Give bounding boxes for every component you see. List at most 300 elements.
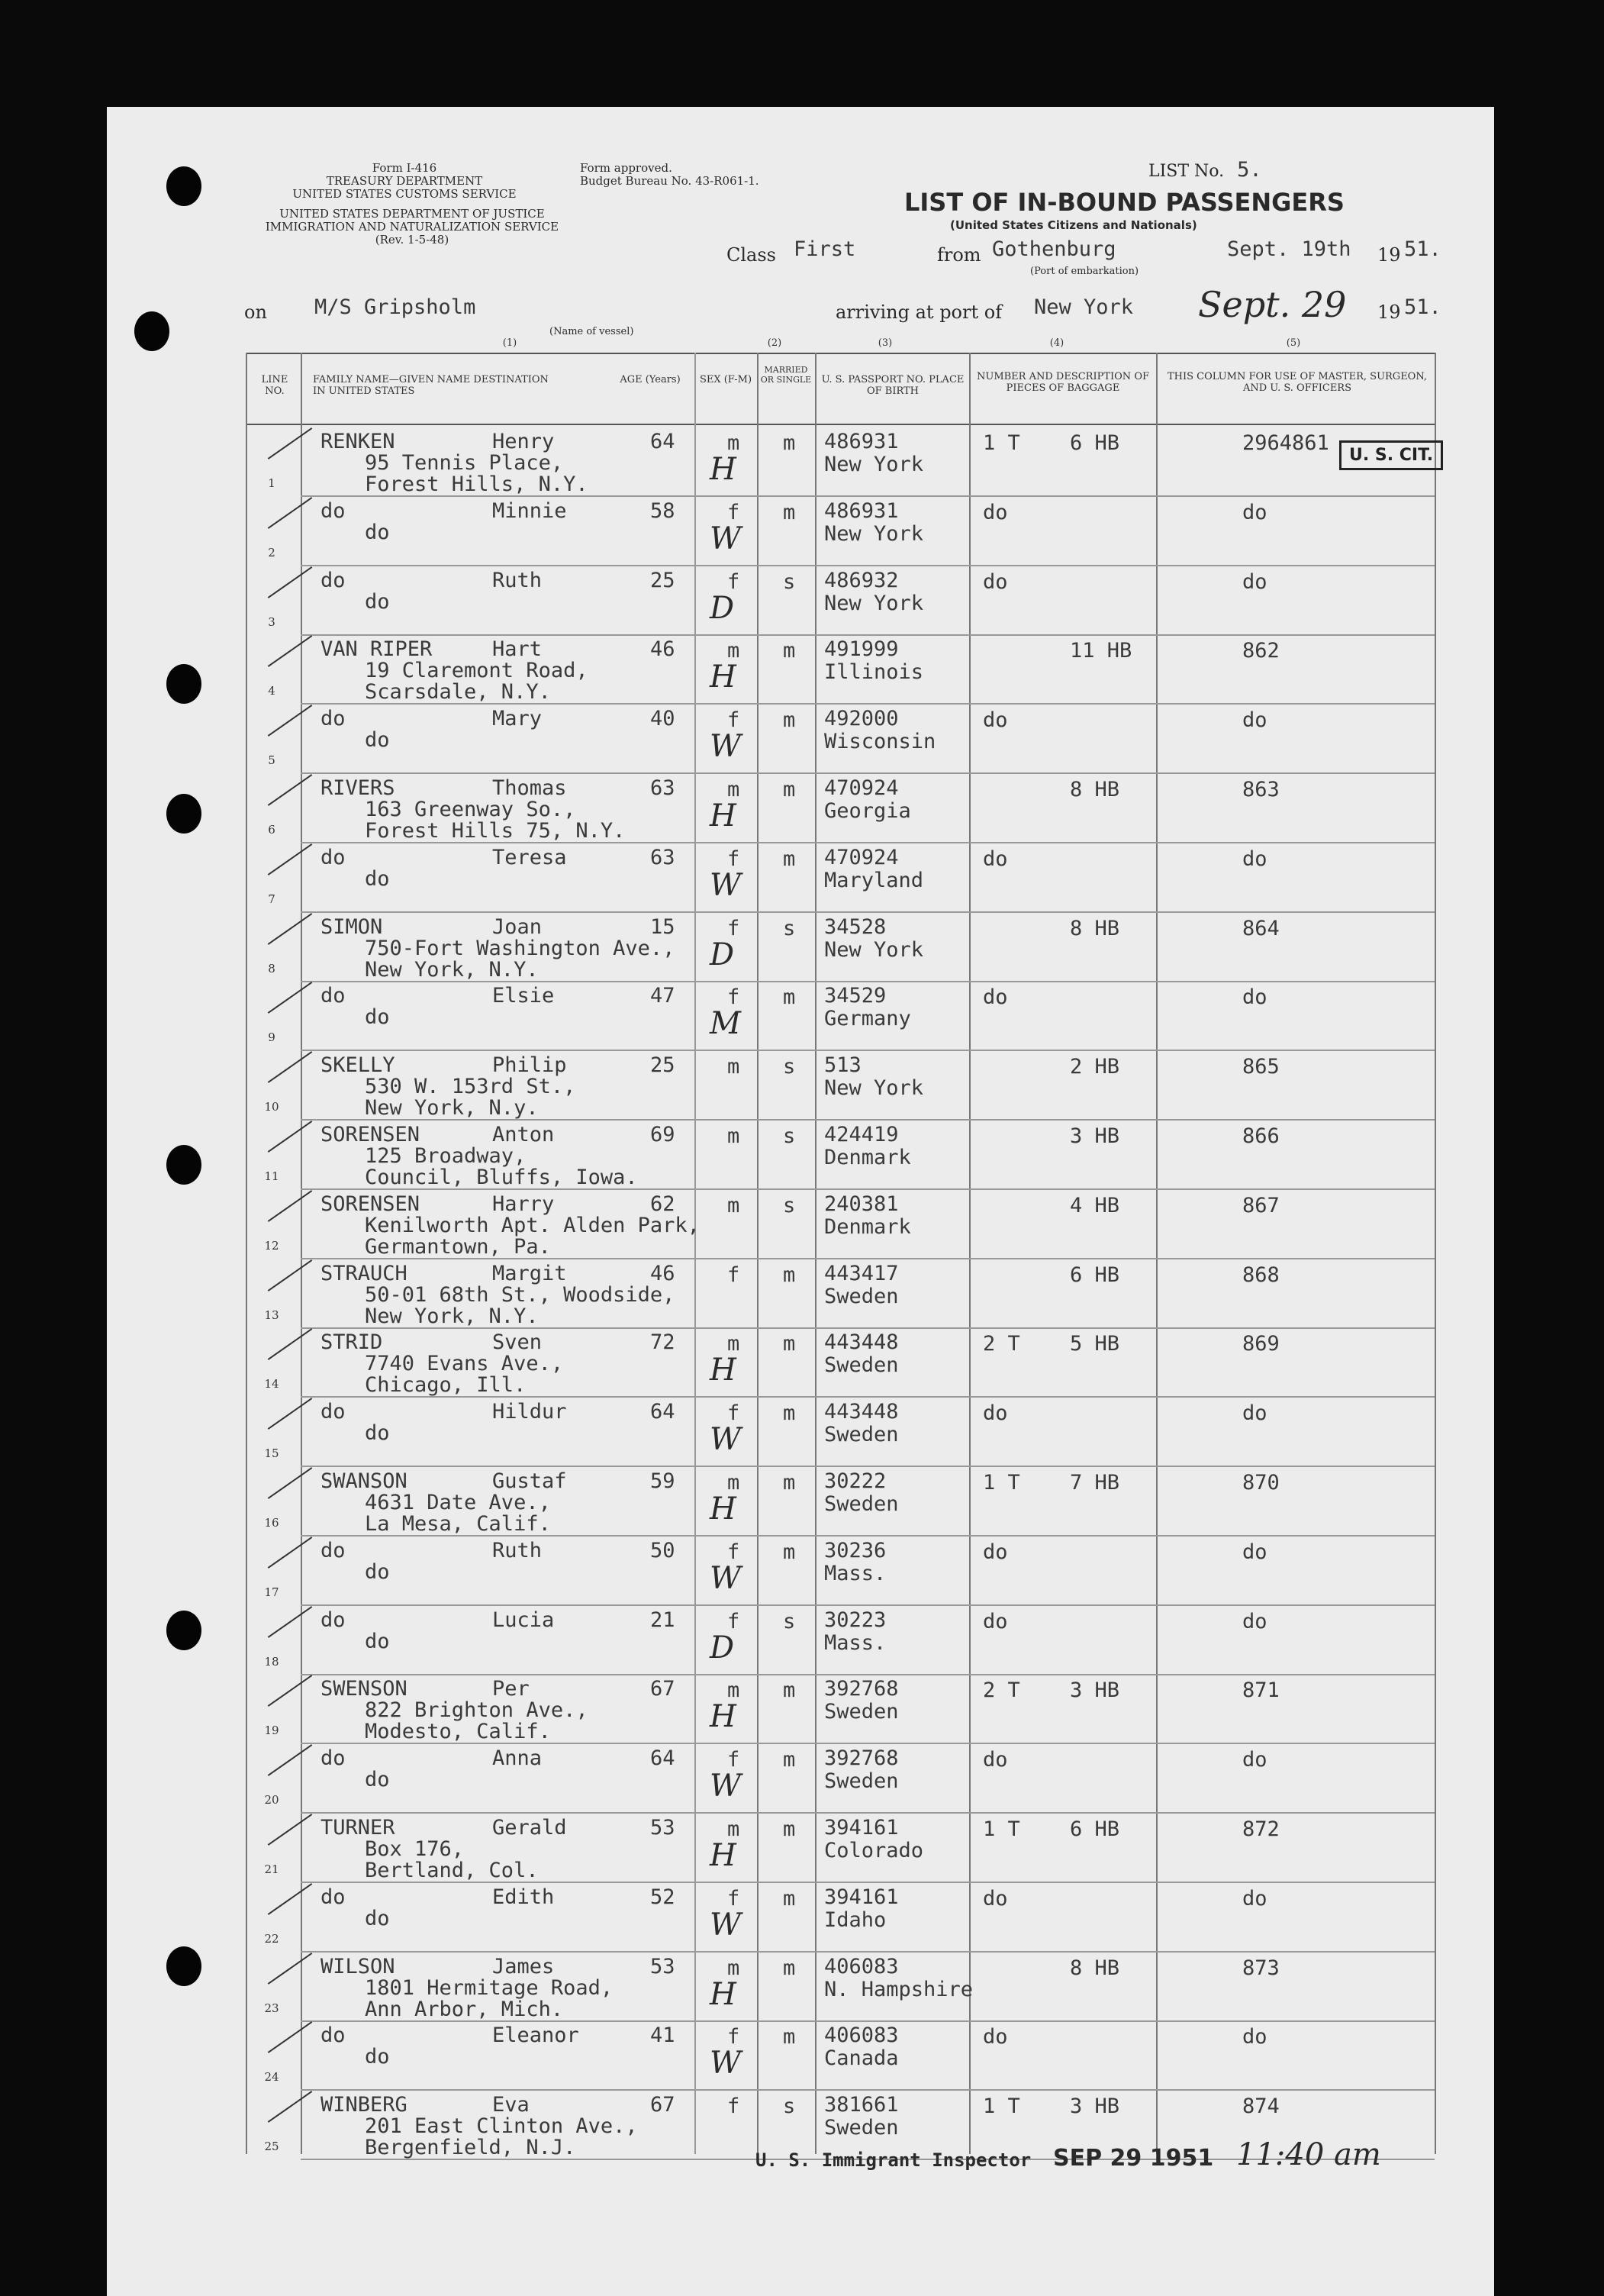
passenger-marital-status: s <box>783 2094 796 2118</box>
passport-number: 443448 <box>824 1400 899 1424</box>
officer-reference: do <box>1242 1887 1267 1911</box>
passenger-sex: m <box>727 1817 740 1841</box>
passenger-destination: 163 Greenway So., <box>365 798 576 821</box>
officer-reference: 864 <box>1242 917 1280 940</box>
class-value: First <box>794 237 856 261</box>
passenger-destination: do <box>365 1560 390 1584</box>
row-line-number: 23 <box>264 2001 279 2015</box>
passenger-marital-status: m <box>783 501 796 524</box>
row-line-number: 19 <box>264 1724 279 1737</box>
row-separator <box>301 1466 1435 1467</box>
handwritten-mark: H <box>710 1699 736 1734</box>
passenger-marital-status: m <box>783 639 796 663</box>
place-of-birth: Sweden <box>824 1769 899 1793</box>
passenger-sex: m <box>727 1055 740 1079</box>
row-line-number: 16 <box>264 1516 279 1530</box>
place-of-birth: New York <box>824 1076 924 1100</box>
passenger-destination: do <box>365 521 390 544</box>
passenger-sex: f <box>727 1540 740 1564</box>
row-line-number: 20 <box>264 1793 279 1807</box>
passenger-given-name: Margit <box>492 1262 567 1285</box>
handwritten-mark: W <box>710 2046 742 2081</box>
officer-reference: do <box>1242 570 1267 594</box>
passenger-sex: m <box>727 1332 740 1356</box>
col-divider <box>969 353 971 2154</box>
passenger-family-name: do <box>320 2024 346 2047</box>
officer-reference: 862 <box>1242 639 1280 663</box>
passenger-destination: do <box>365 1005 390 1029</box>
passenger-sex: f <box>727 1748 740 1772</box>
officer-reference: do <box>1242 1748 1267 1772</box>
officer-reference: 871 <box>1242 1678 1280 1702</box>
officer-reference: 870 <box>1242 1471 1280 1495</box>
passenger-sex: f <box>727 917 740 940</box>
passenger-sex: f <box>727 1401 740 1425</box>
passenger-sex: f <box>727 1263 740 1287</box>
baggage-hand-bags: 8 HB <box>1070 1956 1120 1980</box>
passenger-destination: do <box>365 2045 390 2069</box>
passenger-sex: m <box>727 1124 740 1148</box>
passenger-given-name: Ruth <box>492 569 543 592</box>
handwritten-mark: W <box>710 521 742 556</box>
officer-reference: do <box>1242 2025 1267 2049</box>
handwritten-mark: D <box>710 937 735 972</box>
handwritten-mark: H <box>710 1977 736 2012</box>
row-line-number: 21 <box>264 1862 279 1876</box>
officer-reference: 868 <box>1242 1263 1280 1287</box>
handwritten-mark: H <box>710 1838 736 1873</box>
baggage-trunks: do <box>983 708 1008 732</box>
baggage-trunks: do <box>983 1748 1008 1772</box>
place-of-birth: Illinois <box>824 660 924 684</box>
passport-number: 486932 <box>824 569 899 592</box>
passenger-given-name: Eleanor <box>492 2024 579 2047</box>
passenger-family-name: do <box>320 1608 346 1632</box>
passenger-destination: Bertland, Col. <box>365 1859 539 1882</box>
passenger-age: 21 <box>650 1608 675 1632</box>
passenger-sex: f <box>727 2094 740 2118</box>
passenger-destination: do <box>365 867 390 891</box>
baggage-hand-bags: 6 HB <box>1070 431 1120 455</box>
arrival-date-handwritten: Sept. 29 <box>1198 284 1347 325</box>
baggage-trunks: do <box>983 501 1008 524</box>
passenger-given-name: Hildur <box>492 1400 567 1424</box>
officer-reference: do <box>1242 847 1267 871</box>
baggage-trunks: do <box>983 2025 1008 2049</box>
baggage-trunks: 2 T <box>983 1678 1020 1702</box>
passenger-destination: Chicago, Ill. <box>365 1373 527 1397</box>
passenger-marital-status: m <box>783 1887 796 1911</box>
place-of-birth: Mass. <box>824 1562 887 1585</box>
place-of-birth: Sweden <box>824 1285 899 1308</box>
passenger-given-name: Gustaf <box>492 1469 567 1493</box>
handwritten-mark: W <box>710 868 742 903</box>
passenger-destination: New York, N.Y. <box>365 1304 539 1328</box>
binder-hole <box>166 794 201 834</box>
row-separator <box>301 772 1435 774</box>
passenger-family-name: WILSON <box>320 1955 395 1978</box>
handwritten-mark: H <box>710 452 736 487</box>
col-divider <box>246 353 247 2154</box>
passenger-marital-status: m <box>783 1332 796 1356</box>
passenger-marital-status: m <box>783 1748 796 1772</box>
passenger-destination: do <box>365 1421 390 1445</box>
passenger-sex: f <box>727 501 740 524</box>
page-subtitle: (United States Citizens and Nationals) <box>950 218 1197 232</box>
row-separator <box>301 1050 1435 1051</box>
passenger-sex: f <box>727 985 740 1009</box>
officer-reference: 863 <box>1242 778 1280 801</box>
baggage-hand-bags: 3 HB <box>1070 1124 1120 1148</box>
row-line-number: 3 <box>268 615 275 629</box>
place-of-birth: Colorado <box>824 1839 924 1862</box>
passenger-age: 67 <box>650 1677 675 1701</box>
passenger-age: 25 <box>650 569 675 592</box>
passenger-age: 67 <box>650 2093 675 2117</box>
handwritten-mark: W <box>710 1907 742 1943</box>
passenger-sex: f <box>727 1887 740 1911</box>
passenger-age: 15 <box>650 915 675 939</box>
handwritten-mark: H <box>710 1491 736 1527</box>
row-separator <box>301 1604 1435 1606</box>
passenger-family-name: SWANSON <box>320 1469 407 1493</box>
passenger-destination: Scarsdale, N.Y. <box>365 680 551 704</box>
justice-block <box>244 208 580 247</box>
baggage-hand-bags: 4 HB <box>1070 1194 1120 1217</box>
passenger-marital-status: m <box>783 1817 796 1841</box>
passenger-given-name: Thomas <box>492 776 567 800</box>
passenger-sex: m <box>727 1194 740 1217</box>
col-head-sex: SEX (F-M) <box>699 374 752 385</box>
handwritten-mark: H <box>710 798 736 834</box>
baggage-hand-bags: 11 HB <box>1070 639 1132 663</box>
passenger-age: 64 <box>650 1400 675 1424</box>
year-prefix: 19 <box>1377 244 1401 266</box>
inspection-date-stamp: SEP 29 1951 <box>1053 2145 1214 2172</box>
vessel-name: M/S Gripsholm <box>314 295 476 319</box>
passenger-marital-status: m <box>783 1540 796 1564</box>
passenger-destination: La Mesa, Calif. <box>365 1512 551 1536</box>
row-line-number: 12 <box>264 1239 279 1253</box>
passenger-sex: f <box>727 570 740 594</box>
baggage-trunks: do <box>983 1887 1008 1911</box>
list-no-label: LIST No. <box>1148 162 1225 181</box>
place-of-birth: Mass. <box>824 1631 887 1655</box>
baggage-trunks: do <box>983 1610 1008 1633</box>
passenger-destination: 50-01 68th St., Woodside, <box>365 1283 675 1307</box>
passenger-destination: Ann Arbor, Mich. <box>365 1998 564 2021</box>
passport-number: 34528 <box>824 915 887 939</box>
baggage-trunks: do <box>983 847 1008 871</box>
passport-number: 30223 <box>824 1608 887 1632</box>
passenger-sex: f <box>727 2025 740 2049</box>
passenger-sex: m <box>727 1471 740 1495</box>
passenger-destination: 1801 Hermitage Road, <box>365 1976 614 2000</box>
passenger-destination: Germantown, Pa. <box>365 1235 551 1259</box>
passenger-family-name: do <box>320 1539 346 1562</box>
binder-hole <box>166 166 201 206</box>
passenger-destination: 822 Brighton Ave., <box>365 1698 588 1722</box>
passenger-destination: Forest Hills 75, N.Y. <box>365 819 626 843</box>
row-line-number: 14 <box>264 1377 279 1391</box>
passport-number: 406083 <box>824 1955 899 1978</box>
row-line-number: 9 <box>268 1030 275 1044</box>
place-of-birth: Idaho <box>824 1908 887 1932</box>
row-line-number: 1 <box>268 476 275 490</box>
passport-number: 392768 <box>824 1746 899 1770</box>
baggage-trunks: do <box>983 1401 1008 1425</box>
passenger-sex: m <box>727 1956 740 1980</box>
passenger-given-name: Mary <box>492 707 543 730</box>
passenger-age: 64 <box>650 430 675 453</box>
passport-number: 513 <box>824 1053 862 1077</box>
row-line-number: 17 <box>264 1585 279 1599</box>
col-num-4: (4) <box>1049 337 1065 349</box>
passenger-age: 64 <box>650 1746 675 1770</box>
col-divider <box>694 353 696 2154</box>
officer-reference: 2964861 <box>1242 431 1329 455</box>
passenger-given-name: Joan <box>492 915 543 939</box>
arrival-port: New York <box>1034 295 1134 319</box>
passenger-age: 25 <box>650 1053 675 1077</box>
budget-bureau: Budget Bureau No. 43-R061-1. <box>580 174 759 188</box>
place-of-birth: N. Hampshire <box>824 1978 974 2001</box>
list-no <box>1148 159 1262 182</box>
passenger-given-name: Gerald <box>492 1816 567 1840</box>
baggage-hand-bags: 6 HB <box>1070 1817 1120 1841</box>
row-line-number: 13 <box>264 1308 279 1322</box>
row-line-number: 6 <box>268 823 275 837</box>
passenger-family-name: TURNER <box>320 1816 395 1840</box>
officer-reference: 869 <box>1242 1332 1280 1356</box>
passenger-marital-status: s <box>783 1610 796 1633</box>
passenger-given-name: Per <box>492 1677 530 1701</box>
passenger-family-name: WINBERG <box>320 2093 407 2117</box>
passenger-destination: 201 East Clinton Ave., <box>365 2114 638 2138</box>
passenger-destination: 750-Fort Washington Ave., <box>365 937 675 960</box>
vessel-caption: (Name of vessel) <box>549 326 634 337</box>
col-divider <box>815 353 816 2154</box>
passport-number: 394161 <box>824 1816 899 1840</box>
passenger-given-name: Teresa <box>492 846 567 869</box>
row-separator <box>301 2089 1435 2091</box>
officer-reference: do <box>1242 501 1267 524</box>
officer-reference: 865 <box>1242 1055 1280 1079</box>
place-of-birth: Denmark <box>824 1146 911 1169</box>
ins-label: IMMIGRATION AND NATURALIZATION SERVICE <box>265 220 559 234</box>
row-line-number: 15 <box>264 1446 279 1460</box>
passenger-family-name: RIVERS <box>320 776 395 800</box>
passenger-marital-status: m <box>783 431 796 455</box>
passport-number: 443417 <box>824 1262 899 1285</box>
treasury-label: TREASURY DEPARTMENT <box>326 174 483 188</box>
passenger-age: 58 <box>650 499 675 523</box>
port-caption: (Port of embarkation) <box>1030 266 1139 277</box>
handwritten-mark: D <box>710 1630 735 1666</box>
from-label: from <box>937 244 981 266</box>
row-separator <box>301 1674 1435 1675</box>
officer-reference: 872 <box>1242 1817 1280 1841</box>
col-head-passport: U. S. PASSPORT NO. PLACE OF BIRTH <box>821 374 965 397</box>
baggage-trunks: do <box>983 1540 1008 1564</box>
passenger-destination: Modesto, Calif. <box>365 1720 551 1743</box>
passenger-marital-status: m <box>783 1471 796 1495</box>
passenger-age: 52 <box>650 1885 675 1909</box>
passenger-family-name: SKELLY <box>320 1053 395 1077</box>
place-of-birth: Sweden <box>824 1700 899 1724</box>
passenger-family-name: STRAUCH <box>320 1262 407 1285</box>
passenger-given-name: Eva <box>492 2093 530 2117</box>
handwritten-mark: W <box>710 1769 742 1804</box>
passenger-given-name: Edith <box>492 1885 555 1909</box>
passenger-destination: do <box>365 590 390 614</box>
handwritten-mark: W <box>710 1561 742 1596</box>
passenger-marital-status: m <box>783 778 796 801</box>
row-line-number: 4 <box>268 684 275 698</box>
place-of-birth: New York <box>824 453 924 476</box>
passenger-destination: do <box>365 1630 390 1653</box>
passenger-family-name: do <box>320 846 346 869</box>
passenger-sex: f <box>727 847 740 871</box>
binder-hole <box>166 1611 201 1650</box>
justice-label: UNITED STATES DEPARTMENT OF JUSTICE <box>279 207 545 221</box>
passenger-given-name: Sven <box>492 1330 543 1354</box>
table-top-rule <box>246 353 1436 354</box>
passenger-given-name: Anton <box>492 1123 555 1146</box>
passport-number: 392768 <box>824 1677 899 1701</box>
row-line-number: 2 <box>268 546 275 559</box>
place-of-birth: Georgia <box>824 799 911 823</box>
col-divider <box>757 353 759 2154</box>
place-of-birth: Sweden <box>824 1353 899 1377</box>
baggage-hand-bags: 3 HB <box>1070 2094 1120 2118</box>
passenger-destination: Box 176, <box>365 1837 465 1861</box>
passport-number: 381661 <box>824 2093 899 2117</box>
passenger-family-name: SWENSON <box>320 1677 407 1701</box>
passenger-given-name: Harry <box>492 1192 555 1216</box>
passenger-marital-status: m <box>783 708 796 732</box>
form-approved: Form approved. <box>580 161 672 175</box>
passenger-marital-status: s <box>783 1124 796 1148</box>
place-of-birth: Sweden <box>824 1492 899 1516</box>
binder-hole <box>166 664 201 704</box>
passenger-family-name: do <box>320 707 346 730</box>
baggage-trunks: 1 T <box>983 431 1020 455</box>
passenger-family-name: do <box>320 499 346 523</box>
col-head-name: FAMILY NAME—GIVEN NAME DESTINATION IN UNITED STATES <box>313 374 549 397</box>
passenger-destination: 530 W. 153rd St., <box>365 1075 576 1098</box>
officer-reference: 866 <box>1242 1124 1280 1148</box>
passenger-destination: New York, N.y. <box>365 1096 539 1120</box>
passenger-destination: Bergenfield, N.J. <box>365 2136 576 2159</box>
approval-block <box>580 162 794 188</box>
passport-number: 30222 <box>824 1469 887 1493</box>
row-separator <box>301 1812 1435 1814</box>
passenger-age: 63 <box>650 846 675 869</box>
passport-number: 491999 <box>824 637 899 661</box>
officer-reference: 873 <box>1242 1956 1280 1980</box>
passport-number: 486931 <box>824 430 899 453</box>
passenger-family-name: RENKEN <box>320 430 395 453</box>
passport-number: 492000 <box>824 707 899 730</box>
baggage-hand-bags: 8 HB <box>1070 917 1120 940</box>
col-num-3: (3) <box>878 337 893 349</box>
handwritten-mark: D <box>710 591 735 626</box>
passenger-destination: Kenilworth Apt. Alden Park, <box>365 1214 700 1237</box>
passenger-age: 40 <box>650 707 675 730</box>
arrival-year: 51. <box>1404 295 1441 319</box>
row-line-number: 7 <box>268 892 275 906</box>
baggage-trunks: do <box>983 570 1008 594</box>
header-bottom-rule <box>246 424 1436 425</box>
passenger-marital-status: m <box>783 1678 796 1702</box>
place-of-birth: Canada <box>824 2046 899 2070</box>
passenger-family-name: do <box>320 569 346 592</box>
passenger-destination: do <box>365 1768 390 1791</box>
passenger-sex: f <box>727 1610 740 1633</box>
officer-reference: do <box>1242 708 1267 732</box>
passenger-marital-status: s <box>783 1055 796 1079</box>
col-head-line-no: LINE NO. <box>261 374 288 397</box>
passport-number: 424419 <box>824 1123 899 1146</box>
passport-number: 406083 <box>824 2024 899 2047</box>
passenger-age: 69 <box>650 1123 675 1146</box>
passenger-family-name: do <box>320 1885 346 1909</box>
passenger-given-name: Anna <box>492 1746 543 1770</box>
customs-label: UNITED STATES CUSTOMS SERVICE <box>292 187 517 201</box>
col-head-officers: THIS COLUMN FOR USE OF MASTER, SURGEON, AND U. S. OFFICERS <box>1167 371 1428 394</box>
officer-reference: do <box>1242 1540 1267 1564</box>
baggage-trunks: 1 T <box>983 1817 1020 1841</box>
passenger-sex: m <box>727 1678 740 1702</box>
on-label: on <box>244 302 267 323</box>
col-num-1: (1) <box>502 337 517 349</box>
passenger-given-name: Elsie <box>492 984 555 1008</box>
passenger-age: 53 <box>650 1955 675 1978</box>
passenger-age: 46 <box>650 1262 675 1285</box>
embarkation-date: Sept. 19th <box>1227 237 1351 261</box>
row-line-number: 10 <box>264 1100 279 1114</box>
passenger-age: 47 <box>650 984 675 1008</box>
passport-number: 470924 <box>824 846 899 869</box>
passport-number: 394161 <box>824 1885 899 1909</box>
handwritten-mark: W <box>710 1422 742 1457</box>
passenger-age: 72 <box>650 1330 675 1354</box>
passenger-given-name: Ruth <box>492 1539 543 1562</box>
baggage-hand-bags: 5 HB <box>1070 1332 1120 1356</box>
passenger-age: 59 <box>650 1469 675 1493</box>
page-title: LIST OF IN-BOUND PASSENGERS <box>904 188 1345 217</box>
baggage-hand-bags: 3 HB <box>1070 1678 1120 1702</box>
passenger-marital-status: m <box>783 1263 796 1287</box>
passenger-family-name: do <box>320 1400 346 1424</box>
place-of-birth: Sweden <box>824 2116 899 2140</box>
year-prefix-2: 19 <box>1377 302 1401 323</box>
passenger-family-name: do <box>320 1746 346 1770</box>
passport-number: 470924 <box>824 776 899 800</box>
baggage-trunks: 1 T <box>983 2094 1020 2118</box>
passenger-marital-status: s <box>783 917 796 940</box>
passport-number: 240381 <box>824 1192 899 1216</box>
passenger-destination: 95 Tennis Place, <box>365 451 564 475</box>
col-num-2: (2) <box>767 337 782 349</box>
row-separator <box>301 634 1435 636</box>
row-line-number: 22 <box>264 1932 279 1946</box>
handwritten-mark: M <box>710 1006 741 1041</box>
place-of-birth: Maryland <box>824 869 924 892</box>
passport-number: 30236 <box>824 1539 887 1562</box>
passenger-age: 63 <box>650 776 675 800</box>
